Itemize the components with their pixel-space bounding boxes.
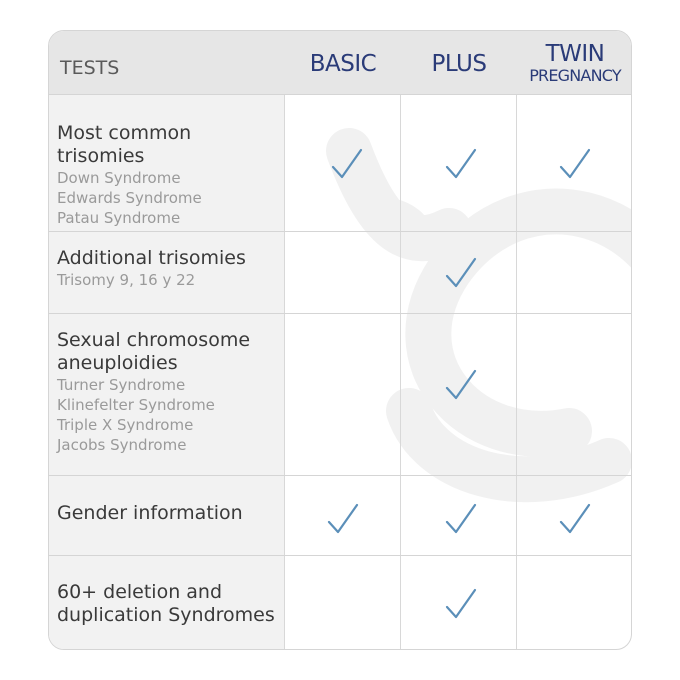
twin-cell	[517, 556, 632, 650]
plus-cell	[401, 556, 517, 650]
row-label-cell	[49, 476, 285, 556]
header-twin-pregnancy	[517, 31, 632, 94]
plus-cell	[401, 95, 517, 232]
row-item: Triple X Syndrome	[57, 416, 194, 434]
row-item: Trisomy 9, 16 y 22	[57, 271, 196, 289]
plus-cell	[401, 232, 517, 314]
checkmark-icon	[444, 502, 478, 536]
checkmark-icon	[444, 256, 478, 290]
row-label-cell	[49, 232, 285, 314]
row-title: Additional trisomies	[57, 247, 246, 269]
row-item: Turner Syndrome	[57, 376, 186, 394]
row-title: aneuploidies	[57, 352, 178, 374]
row-title: Most common trisomies	[57, 122, 192, 167]
row-item: Klinefelter Syndrome	[57, 396, 215, 414]
table-header	[49, 31, 632, 94]
table-row	[49, 475, 632, 556]
twin-cell	[517, 476, 632, 556]
checkmark-icon	[444, 587, 478, 621]
basic-cell	[285, 556, 401, 650]
basic-cell	[285, 95, 401, 232]
plus-cell	[401, 314, 517, 476]
row-title: Gender information	[57, 502, 243, 524]
row-item: Patau Syndrome	[57, 209, 181, 227]
row-title: 60+ deletion and	[57, 581, 223, 603]
header-twin-label: TWIN	[545, 41, 605, 67]
row-item: Jacobs Syndrome	[57, 436, 187, 454]
table-row	[49, 555, 632, 650]
row-label-cell	[49, 95, 285, 232]
checkmark-icon	[444, 147, 478, 181]
checkmark-icon	[330, 147, 364, 181]
table-row	[49, 94, 632, 232]
row-item: Edwards Syndrome	[57, 189, 202, 207]
row-title: duplication Syndromes	[57, 604, 275, 626]
checkmark-icon	[444, 368, 478, 402]
table-row	[49, 231, 632, 314]
row-item: Down Syndrome	[57, 169, 181, 187]
checkmark-icon	[326, 502, 360, 536]
checkmark-icon	[558, 502, 592, 536]
header-tests-cell	[49, 31, 285, 94]
table-row	[49, 313, 632, 476]
header-pregnancy-label: PREGNANCY	[529, 66, 621, 85]
twin-cell	[517, 95, 632, 232]
twin-cell	[517, 314, 632, 476]
row-title: Sexual chromosome	[57, 329, 251, 351]
checkmark-icon	[558, 147, 592, 181]
plus-cell	[401, 476, 517, 556]
row-label-cell	[49, 556, 285, 650]
row-label-cell	[49, 314, 285, 476]
header-tests-label: TESTS	[60, 56, 120, 79]
comparison-table	[48, 30, 632, 650]
basic-cell	[285, 314, 401, 476]
header-basic: BASIC	[309, 50, 377, 77]
basic-cell	[285, 476, 401, 556]
twin-cell	[517, 232, 632, 314]
header-plus: PLUS	[431, 50, 487, 77]
basic-cell	[285, 232, 401, 314]
